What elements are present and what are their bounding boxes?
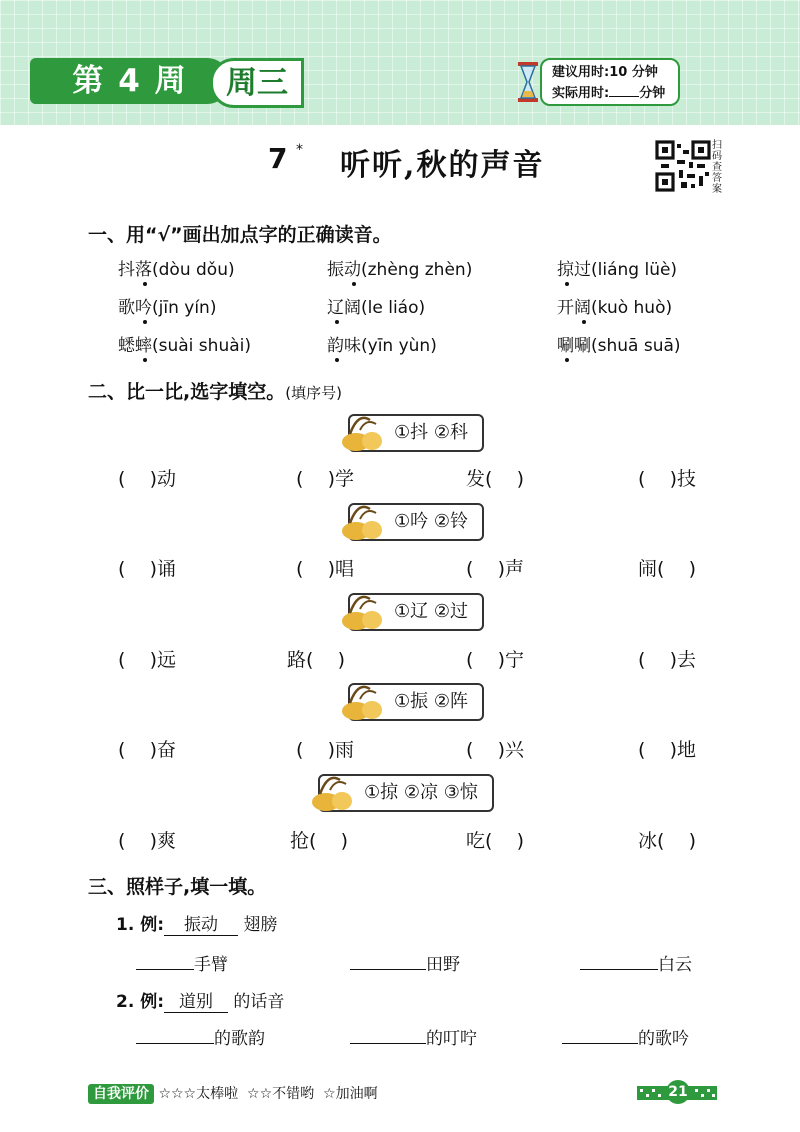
week-tab: 第 4 周 bbox=[30, 58, 230, 104]
fill-blank[interactable]: ( )奋 bbox=[118, 739, 176, 761]
dotted-char: 唰 bbox=[557, 336, 574, 356]
pinyin-options[interactable]: (jīn yín) bbox=[152, 298, 217, 318]
acorn-icon bbox=[336, 408, 388, 454]
lesson-number: 7 bbox=[268, 142, 288, 175]
answer-item[interactable]: 手臂 bbox=[136, 950, 228, 975]
acorn-icon bbox=[336, 587, 388, 633]
answer-item[interactable]: 的歌韵 bbox=[136, 1024, 265, 1049]
pinyin-options[interactable]: (kuò huò) bbox=[591, 298, 673, 318]
fill-blank[interactable]: 抢( ) bbox=[290, 830, 348, 852]
lesson-mark: * bbox=[296, 142, 303, 158]
fill-blank[interactable]: ( )地 bbox=[638, 739, 696, 761]
pinyin-item: 歌吟 (jīn yín) bbox=[118, 293, 216, 318]
option-box bbox=[348, 503, 484, 541]
answer-item[interactable]: 白云 bbox=[580, 950, 692, 975]
fill-blank[interactable]: ( )学 bbox=[296, 468, 354, 490]
answer-item[interactable]: 的歌吟 bbox=[562, 1024, 689, 1049]
suggested-time: 建议用时:10 分钟 bbox=[552, 65, 658, 80]
time-box bbox=[540, 58, 680, 106]
pinyin-item: 辽 阔(le liáo) bbox=[327, 293, 425, 318]
pinyin-options[interactable]: (suài shuài) bbox=[152, 336, 251, 356]
day-tab: 周三 bbox=[210, 58, 304, 108]
fill-blank[interactable]: ( )动 bbox=[118, 468, 176, 490]
dotted-char: 韵 bbox=[327, 336, 344, 356]
fill-blank[interactable]: ( )远 bbox=[118, 649, 176, 671]
fill-blank[interactable]: 发( ) bbox=[466, 468, 524, 490]
page-number: 21 bbox=[666, 1080, 690, 1104]
pinyin-item: 开阔 (kuò huò) bbox=[557, 293, 672, 318]
eval-tag: 自我评价 bbox=[88, 1084, 154, 1104]
acorn-icon bbox=[336, 677, 388, 723]
pinyin-options[interactable]: (shuā suā) bbox=[591, 336, 681, 356]
hourglass-icon bbox=[516, 60, 540, 104]
option-text: ①吟 ②铃 bbox=[394, 511, 468, 532]
star-icon[interactable]: ☆☆ bbox=[247, 1086, 273, 1102]
option-box bbox=[348, 593, 484, 631]
pinyin-item: 抖落 (dòu dǒu) bbox=[118, 255, 235, 280]
dotted-char: 蟀 bbox=[135, 336, 152, 356]
fill-blank[interactable]: 闹( ) bbox=[638, 558, 696, 580]
actual-time: 实际用时: 分钟 bbox=[552, 86, 666, 101]
section1-title: 一、用“√”画出加点字的正确读音。 bbox=[88, 224, 392, 246]
pinyin-options[interactable]: (le liáo) bbox=[361, 298, 426, 318]
pinyin-item: 蟋蟀 (suài shuài) bbox=[118, 331, 251, 356]
lesson-title: 听听,秋的声音 bbox=[340, 148, 545, 183]
fill-blank[interactable]: ( )声 bbox=[466, 558, 524, 580]
fill-blank[interactable]: ( )兴 bbox=[466, 739, 524, 761]
example-2: 2. 例: 道别 的话音 bbox=[116, 987, 284, 1013]
pinyin-options[interactable]: (liáng lüè) bbox=[591, 260, 678, 280]
acorn-icon bbox=[336, 497, 388, 543]
answer-item[interactable]: 的叮咛 bbox=[350, 1024, 477, 1049]
fill-blank[interactable]: 冰( ) bbox=[638, 830, 696, 852]
self-evaluation: 自我评价 ☆☆☆太棒啦 ☆☆不错哟 ☆加油啊 bbox=[88, 1083, 378, 1103]
pinyin-item: 振动 (zhèng zhèn) bbox=[327, 255, 472, 280]
dotted-char: 辽 bbox=[327, 298, 344, 318]
section3-title: 三、照样子,填一填。 bbox=[88, 876, 267, 898]
dotted-char: 动 bbox=[344, 260, 361, 280]
star-icon[interactable]: ☆☆☆ bbox=[158, 1086, 197, 1102]
qr-code-icon[interactable] bbox=[655, 140, 711, 192]
dotted-char: 吟 bbox=[135, 298, 152, 318]
qr-label: 扫码查答案 bbox=[712, 140, 722, 195]
fill-blank[interactable]: ( )诵 bbox=[118, 558, 176, 580]
section2-title: 二、比一比,选字填空。(填序号) bbox=[88, 381, 342, 403]
pinyin-item: 掠 过(liáng lüè) bbox=[557, 255, 677, 280]
dotted-char: 落 bbox=[135, 260, 152, 280]
pinyin-item: 韵 味(yīn yùn) bbox=[327, 331, 437, 356]
fill-blank[interactable]: ( )去 bbox=[638, 649, 696, 671]
pinyin-options[interactable]: (yīn yùn) bbox=[361, 336, 437, 356]
option-text: ①抖 ②科 bbox=[394, 422, 468, 443]
star-icon[interactable]: ☆ bbox=[323, 1086, 336, 1102]
option-box bbox=[318, 774, 494, 812]
dotted-char: 掠 bbox=[557, 260, 574, 280]
fill-blank[interactable]: ( )爽 bbox=[118, 830, 176, 852]
dotted-char: 阔 bbox=[574, 298, 591, 318]
fill-blank[interactable]: 吃( ) bbox=[466, 830, 524, 852]
option-box bbox=[348, 683, 484, 721]
pinyin-options[interactable]: (zhèng zhèn) bbox=[361, 260, 473, 280]
fill-blank[interactable]: ( )宁 bbox=[466, 649, 524, 671]
fill-blank[interactable]: ( )技 bbox=[638, 468, 696, 490]
fill-blank[interactable]: 路( ) bbox=[287, 649, 345, 671]
sample-word: 振动 bbox=[164, 910, 238, 936]
answer-item[interactable]: 田野 bbox=[350, 950, 460, 975]
pinyin-options[interactable]: (dòu dǒu) bbox=[152, 260, 235, 280]
option-text: ①辽 ②过 bbox=[394, 601, 468, 622]
option-box bbox=[348, 414, 484, 452]
pinyin-item: 唰 唰(shuā suā) bbox=[557, 331, 681, 356]
sample-word: 道别 bbox=[164, 987, 228, 1013]
actual-time-blank[interactable] bbox=[609, 96, 639, 97]
fill-blank[interactable]: ( )雨 bbox=[296, 739, 354, 761]
fill-blank[interactable]: ( )唱 bbox=[296, 558, 354, 580]
example-1: 1. 例: 振动 翅膀 bbox=[116, 910, 277, 936]
acorn-icon bbox=[306, 768, 358, 814]
option-text: ①振 ②阵 bbox=[394, 691, 468, 712]
option-text: ①掠 ②凉 ③惊 bbox=[364, 782, 478, 803]
